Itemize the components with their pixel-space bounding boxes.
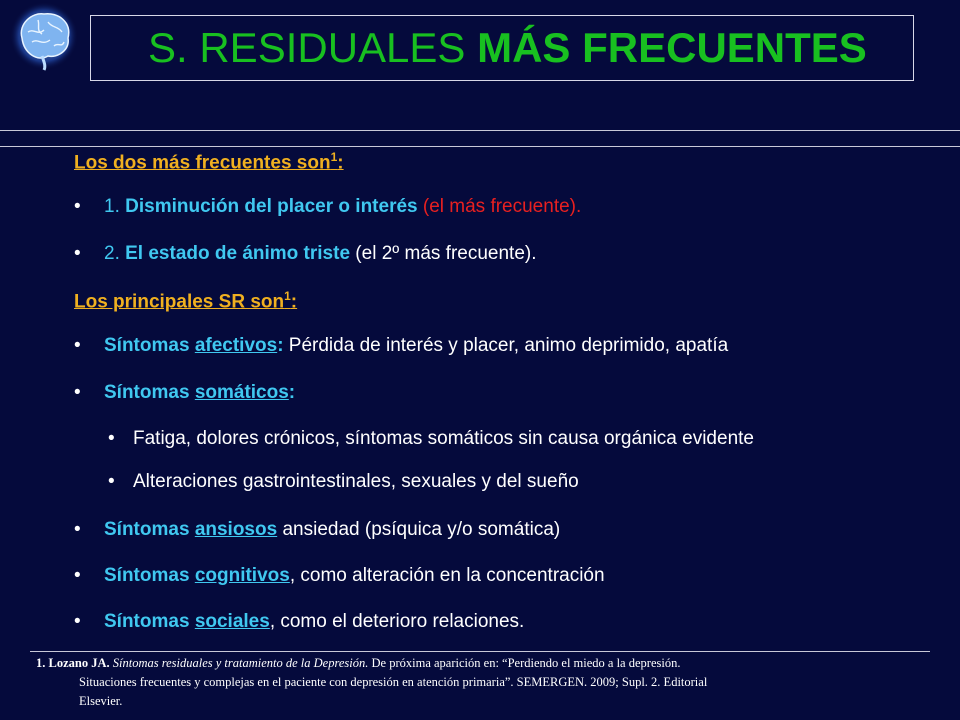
bullet-icon: • [74,565,81,586]
list-item-sociales: • Síntomas sociales, como el deterioro relaciones. [74,611,525,632]
section-heading-principal-sr: Los principales SR son$^1$: [74,289,298,313]
bullet-icon: • [74,243,81,264]
bullet-icon: • [74,335,81,356]
sub-list-item: • Alteraciones gastrointestinales, sexuales y del sueño [108,471,579,492]
bullet-icon: • [74,196,81,217]
footnote-reference: 1. Lozano JA. Síntomas residuales y tratamiento de la Depresión. De próxima aparición en: “Perdiendo el miedo a la depresión. Situaciones frecuentes y complejas en el paciente con depresión en atención primaria”. SEMERGEN. 2009; Supl. 2. Editorial Elsevier. [36,656,708,708]
bullet-icon: • [108,428,115,449]
divider-top [0,130,960,131]
section-heading-most-frequent: Los dos más frecuentes son$^1$: [74,150,344,174]
list-item-somaticos: • Síntomas somáticos: [74,382,296,403]
bullet-icon: • [74,382,81,403]
list-item: • 2. El estado de ánimo triste (el 2º más frecuente). [74,243,537,264]
sub-list-item: • Fatiga, dolores crónicos, síntomas somáticos sin causa orgánica evidente [108,428,754,449]
list-item: • 1. Disminución del placer o interés (el más frecuente). [74,196,582,217]
list-item-ansiosos: • Síntomas ansiosos ansiedad (psíquica y/o somática) [74,519,561,540]
bullet-icon: • [108,471,115,492]
divider-bottom [0,146,960,147]
slide-title: S. RESIDUALES MÁS FRECUENTES [148,24,867,71]
bullet-icon: • [74,519,81,540]
footnote-divider [30,651,930,652]
brain-logo-icon [8,2,80,74]
list-item-cognitivos: • Síntomas cognitivos, como alteración en la concentración [74,565,605,586]
bullet-icon: • [74,611,81,632]
list-item-afectivos: • Síntomas afectivos: Pérdida de interés y placer, animo deprimido, apatía [74,335,729,356]
